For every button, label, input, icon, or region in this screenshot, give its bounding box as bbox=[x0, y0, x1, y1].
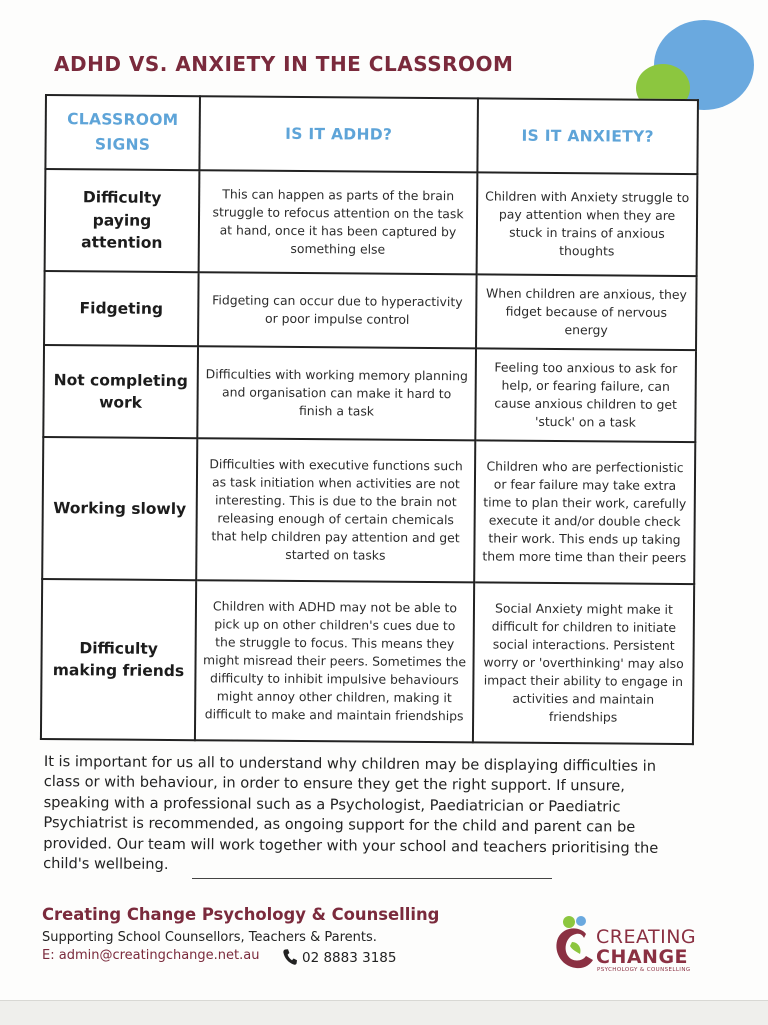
divider-line bbox=[192, 878, 552, 879]
comparison-table bbox=[40, 94, 699, 745]
row-sign: Difficulty paying attention bbox=[45, 169, 200, 272]
contact-email[interactable]: E: admin@creatingchange.net.au bbox=[42, 948, 260, 963]
column-header-anxiety: IS IT ANXIETY? bbox=[477, 98, 698, 174]
organisation-tagline: Supporting School Counsellors, Teachers & Parents. bbox=[42, 930, 377, 945]
row-adhd-text: Difficulties with working memory planning and organisation can make it hard to finish a task bbox=[197, 346, 476, 440]
creating-change-logo-icon bbox=[550, 912, 598, 972]
summary-paragraph: It is important for us all to understand why children may be displaying difficulties in class or with behaviour, in order to ensure they get the right support. If unsure, speaking with a professional such as a Psychologist, Paediatrician or Paediatric Psychiatrist is recommended, as ongoing support for the child and parent can be provided. Our team will work together with your school and teachers prioritising the child's wellbeing. bbox=[43, 752, 659, 874]
table-row bbox=[42, 437, 695, 584]
table-header-row bbox=[45, 95, 698, 174]
table-row bbox=[43, 345, 696, 442]
organisation-name: Creating Change Psychology & Counselling bbox=[42, 905, 440, 924]
phone-icon bbox=[282, 948, 298, 966]
row-anxiety-text: Children with Anxiety struggle to pay attention when they are stuck in trains of anxious thoughts bbox=[477, 172, 698, 276]
row-sign: Working slowly bbox=[42, 437, 197, 580]
row-adhd-text: Difficulties with executive functions such as task initiation when activities are not interesting. This is due to the brain not releasing enough of certain chemicals that help children pay attention and get started on tasks bbox=[196, 438, 475, 582]
column-header-adhd: IS IT ADHD? bbox=[199, 96, 478, 172]
table-row bbox=[41, 579, 694, 744]
scanner-background bbox=[0, 1000, 768, 1025]
page-title: ADHD VS. ANXIETY IN THE CLASSROOM bbox=[54, 52, 514, 76]
row-anxiety-text: Feeling too anxious to ask for help, or fearing failure, can cause anxious children to get 'stuck' on a task bbox=[475, 348, 696, 442]
row-adhd-text: This can happen as parts of the brain struggle to refocus attention on the task at hand, once it has been captured by something else bbox=[199, 170, 478, 274]
row-sign: Difficulty making friends bbox=[41, 579, 196, 740]
row-adhd-text: Children with ADHD may not be able to pick up on other children's cues due to the struggle to focus. This means they might misread their peers. Sometimes the difficulty to inhibit impulsive behaviours might annoy other children, making it difficult to make and maintain friendships bbox=[195, 580, 474, 742]
row-anxiety-text: When children are anxious, they fidget because of nervous energy bbox=[476, 274, 697, 350]
table-row bbox=[45, 169, 698, 276]
row-anxiety-text: Children who are perfectionistic or fear failure may take extra time to plan their work, carefully execute it and/or double check their work. This ends up taking them more time than their peers bbox=[474, 440, 695, 584]
row-adhd-text: Fidgeting can occur due to hyperactivity or poor impulse control bbox=[198, 272, 477, 348]
logo-text-creating: CREATING bbox=[596, 926, 697, 948]
row-anxiety-text: Social Anxiety might make it difficult for children to initiate social interactions. Persistent worry or 'overthinking' may also impact their ability to engage in activities and maintain friendships bbox=[473, 582, 694, 744]
logo-tagline: PSYCHOLOGY & COUNSELLING bbox=[597, 967, 691, 973]
table-row bbox=[44, 271, 697, 350]
row-sign: Fidgeting bbox=[44, 271, 199, 346]
logo-text-change: CHANGE bbox=[596, 946, 689, 968]
row-sign: Not completing work bbox=[43, 345, 198, 438]
column-header-signs: CLASSROOM SIGNS bbox=[45, 95, 200, 170]
contact-phone[interactable]: 02 8883 3185 bbox=[302, 950, 397, 966]
